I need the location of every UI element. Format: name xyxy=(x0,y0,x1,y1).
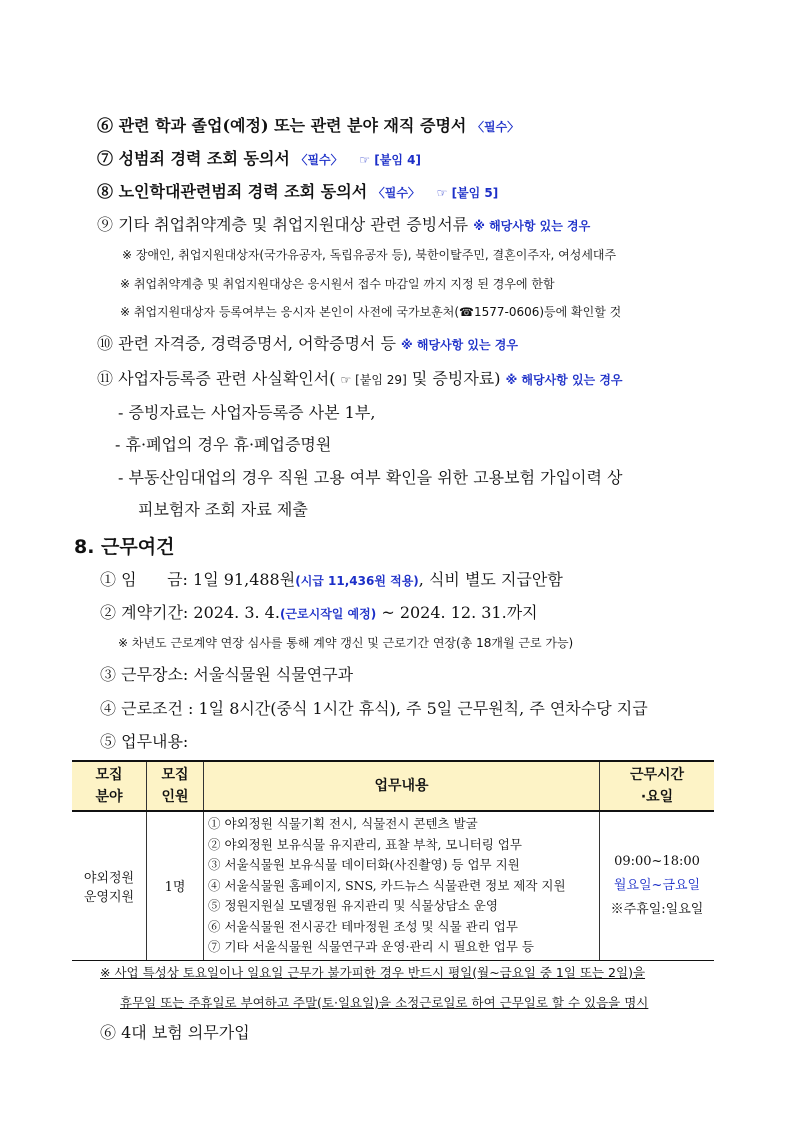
duty-table xyxy=(72,760,714,961)
table-note: 휴무일 또는 주휴일로 부여하고 주말(토·일요일)을 소정근로일로 하여 근무일로 할 수 있음을 명시 xyxy=(120,995,649,1010)
optional-note: ※ 해당사항 있는 경우 xyxy=(473,219,591,233)
task-item: ④ 서울식물원 홈페이지, SNS, 카드뉴스 식물관련 정보 제작 지원 xyxy=(208,877,566,893)
doc-item-6: ⑥ 관련 학과 졸업(예정) 또는 관련 분야 재직 증명서 〈필수〉 xyxy=(97,116,520,135)
sub-item: 피보험자 조회 자료 제출 xyxy=(138,500,308,519)
optional-note: ※ 해당사항 있는 경우 xyxy=(505,373,623,387)
doc-item-10: ⑩ 관련 자격증, 경력증명서, 어학증명서 등 ※ 해당사항 있는 경우 xyxy=(97,334,518,353)
note-line: ※ 취업취약계층 및 취업지원대상은 응시원서 접수 마감일 까지 지정 된 경우에 한함 xyxy=(120,277,555,291)
cell-count: 1명 xyxy=(147,811,204,960)
header-field: 모집 분야 xyxy=(72,761,147,811)
task-item: ⑦ 기타 서울식물원 식물연구과 운영·관리 시 필요한 업무 등 xyxy=(208,939,534,954)
attachment-ref: ☞ [붙임 5] xyxy=(436,186,499,200)
required-tag: 〈필수〉 xyxy=(295,153,343,167)
doc-item-7: ⑦ 성범죄 경력 조회 동의서 〈필수〉 ☞ [붙임 4] xyxy=(97,149,421,168)
start-date-note: (근로시작일 예정) xyxy=(279,607,377,621)
cell-time: 09:00~18:00 월요일~금요일 ※주휴일:일요일 xyxy=(600,811,715,960)
cell-tasks xyxy=(204,811,600,960)
attachment-ref: ☞ [붙임 29] xyxy=(340,373,407,387)
doc-item-9: ⑨ 기타 취업취약계층 및 취업지원대상 관련 증빙서류 ※ 해당사항 있는 경우 xyxy=(97,215,591,234)
contract-note: ※ 차년도 근로계약 연장 심사를 통해 계약 갱신 및 근로기간 연장(총 18개월 근로 가능) xyxy=(118,636,574,650)
note-line: ※ 장애인, 취업지원대상자(국가유공자, 독립유공자 등), 북한이탈주민, 결혼이주자, 여성세대주 xyxy=(122,248,617,262)
required-tag: 〈필수〉 xyxy=(471,120,520,134)
workdays: 월요일~금요일 xyxy=(613,877,701,893)
task-item: ② 야외정원 보유식물 유지관리, 표찰 부착, 모니터링 업무 xyxy=(208,836,522,852)
sub-item: - 휴·폐업의 경우 휴·폐업증명원 xyxy=(115,435,332,454)
section-title: 8. 근무여건 xyxy=(74,536,175,558)
doc-item-8: ⑧ 노인학대관련범죄 경력 조회 동의서 〈필수〉 ☞ [붙임 5] xyxy=(97,182,499,201)
table-row xyxy=(72,811,714,960)
task-item: ③ 서울식물원 보유식물 데이터화(사진촬영) 등 업무 지원 xyxy=(208,857,520,872)
task-item: ⑤ 정원지원실 모델정원 유지관리 및 식물상담소 운영 xyxy=(208,898,498,913)
duties-label: ⑤ 업무내용: xyxy=(100,732,189,751)
task-item: ⑥ 서울식물원 전시공간 테마정원 조성 및 식물 관리 업무 xyxy=(208,918,518,934)
hourly-wage-note: (시급 11,436원 적용) xyxy=(295,574,419,588)
table-note: ※ 사업 특성상 토요일이나 일요일 근무가 불가피한 경우 반드시 평일(월~금요일 중 1일 또는 2일)을 xyxy=(100,965,646,980)
header-duty: 업무내용 xyxy=(204,761,600,811)
optional-note: ※ 해당사항 있는 경우 xyxy=(401,338,518,352)
attachment-ref: ☞ [붙임 4] xyxy=(359,153,421,167)
insurance-line: ⑥ 4대 보험 의무가입 xyxy=(100,1023,250,1042)
place-line: ③ 근무장소: 서울식물원 식물연구과 xyxy=(100,665,354,684)
required-tag: 〈필수〉 xyxy=(372,186,420,200)
header-count: 모집 인원 xyxy=(147,761,204,811)
cell-field: 야외정원 운영지원 xyxy=(72,811,147,960)
conditions-line: ④ 근로조건 : 1일 8시간(중식 1시간 휴식), 주 5일 근무원칙, 주 연차수당 지급 xyxy=(100,699,648,718)
contract-line: ② 계약기간: 2024. 3. 4.(근로시작일 예정) ~ 2024. 12. 31.까지 xyxy=(100,603,538,622)
table-header-row xyxy=(72,761,714,811)
wage-line: ① 임 금: 1일 91,488원(시급 11,436원 적용), 식비 별도 지급안함 xyxy=(100,570,563,589)
doc-item-11: ⑪ 사업자등록증 관련 사실확인서( ☞ [붙임 29] 및 증빙자료) ※ 해당사항 있는 경우 xyxy=(97,369,623,388)
header-time: 근무시간 ·요일 xyxy=(600,761,715,811)
sub-item: - 증빙자료는 사업자등록증 사본 1부, xyxy=(118,403,376,422)
note-line: ※ 취업지원대상자 등록여부는 응시자 본인이 사전에 국가보훈처(☎1577-0606)등에 확인할 것 xyxy=(120,305,622,319)
task-item: ① 야외정원 식물기획 전시, 식물전시 콘텐츠 발굴 xyxy=(208,816,478,831)
sub-item: - 부동산임대업의 경우 직원 고용 여부 확인을 위한 고용보험 가입이력 상 xyxy=(118,468,623,487)
